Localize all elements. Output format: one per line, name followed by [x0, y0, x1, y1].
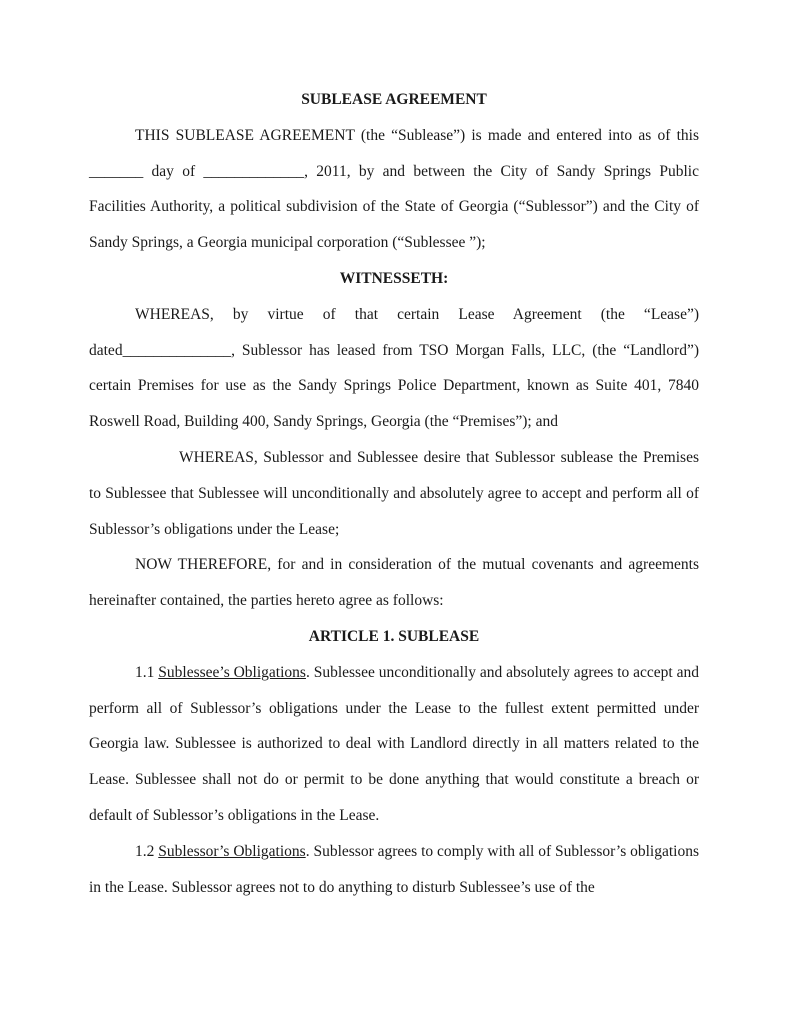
section-1-2-body: . Sublessor agrees to comply with all of Sublessor’s obligations in the Lease. Sublessor agrees not to do anything to disturb Sublessee’s use of the — [89, 842, 699, 896]
section-1-2-number: 1.2 — [135, 842, 155, 860]
article-1-heading: ARTICLE 1. SUBLEASE — [308, 627, 480, 645]
whereas-sublease-paragraph: WHEREAS, Sublessor and Sublessee desire that Sublessor sublease the Premises to Sublessee that Sublessee will unconditionally and absolutely agree to accept and perform all of Sublessor’s obligations under the Lease; — [89, 448, 699, 538]
witnesseth-heading: WITNESSETH: — [339, 269, 449, 287]
section-1-1-number: 1.1 — [135, 663, 155, 681]
section-1-2-paragraph — [89, 834, 699, 906]
intro-paragraph: THIS SUBLEASE AGREEMENT (the “Sublease”) is made and entered into as of this _______ day of _____________, 2011, by and between the City of Sandy Springs Public Facilities Authority, a political subdivision of the State of Georgia (“Sublessor”) and the City of Sandy Springs, a Georgia municipal corporation (“Sublessee ”); — [89, 126, 699, 252]
section-1-1-heading: Sublessee’s Obligations — [158, 663, 306, 681]
document-title: SUBLEASE AGREEMENT — [301, 91, 487, 108]
section-1-1-body: . Sublessee unconditionally and absolutely agrees to accept and perform all of Sublessor’s obligations under the Lease to the fullest extent permitted under Georgia law. Sublessee is authorized to deal with Landlord directly in all matters related to the Lease. Sublessee shall not do or permit to be done anything that would constitute a breach or default of Sublessor’s obligations in the Lease. — [89, 663, 699, 824]
now-therefore-paragraph: NOW THEREFORE, for and in consideration of the mutual covenants and agreements hereinafter contained, the parties hereto agree as follows: — [89, 556, 699, 610]
section-1-1-paragraph — [89, 655, 699, 834]
section-1-2-heading: Sublessor’s Obligations — [158, 842, 306, 860]
whereas-lease-paragraph: WHEREAS, by virtue of that certain Lease Agreement (the “Lease”) dated______________, Sublessor has leased from TSO Morgan Falls, LLC, (the “Landlord”) certain Premises for use as the Sandy Springs Police Department, known as Suite 401, 7840 Roswell Road, Building 400, Sandy Springs, Georgia (the “Premises”); and — [89, 305, 699, 431]
